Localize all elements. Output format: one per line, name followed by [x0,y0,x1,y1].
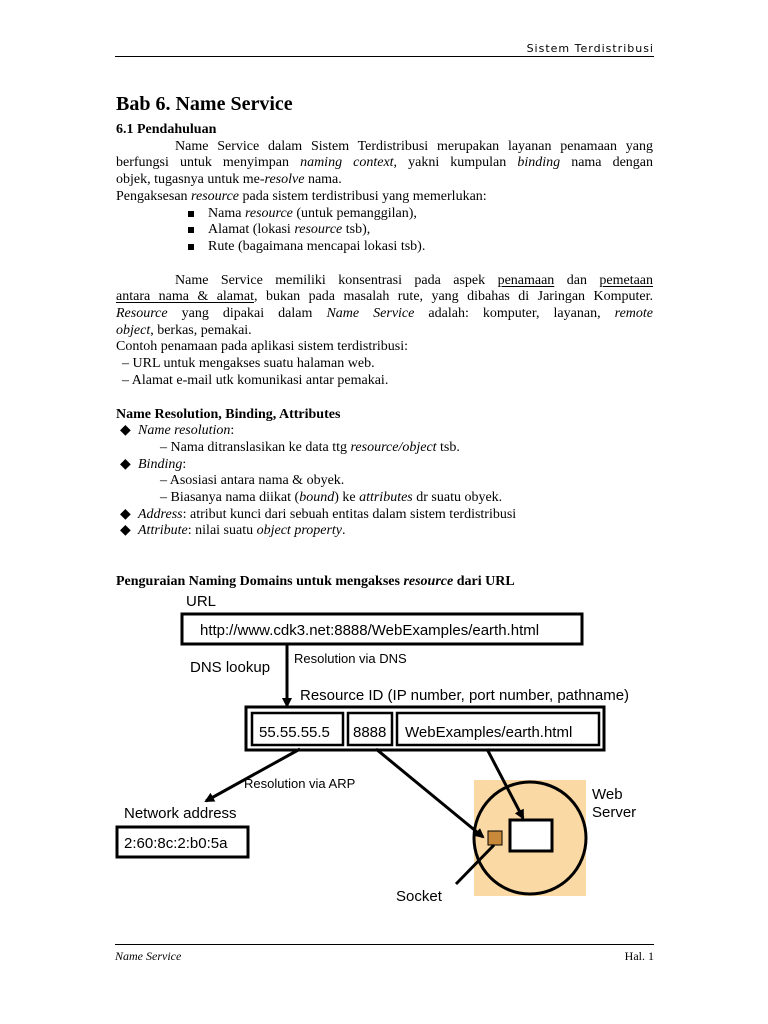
paragraph-line: objek, tugasnya untuk me-resolve nama. [116,172,342,188]
web-server-label-1: Web [592,786,623,803]
arp-arrow [206,749,300,801]
socket-square [488,831,502,845]
running-title: Sistem Terdistribusi [526,42,654,55]
resource-id-label: Resource ID (IP number, port number, pathname) [300,687,630,704]
paragraph-line: antara nama & alamat, bukan pada masalah rute, yang dibahas di Jaringan Komputer. [116,289,653,305]
ip-value: 55.55.55.5 [259,724,330,741]
diamond-bullet-icon: ◆ [120,423,131,439]
list-subitem: – Biasanya nama diikat (bound) ke attributes dr suatu obyek. [160,490,503,506]
section-heading-2: Name Resolution, Binding, Attributes [116,406,341,422]
diamond-bullet-icon: ◆ [120,456,131,472]
list-item: ◆ Name resolution: [120,423,235,439]
list-item: Alamat (lokasi resource tsb), [116,222,653,239]
diamond-bullet-icon: ◆ [120,523,131,539]
list-item: ◆ Attribute: nilai suatu object property. [120,523,346,539]
paragraph-line: berfungsi untuk menyimpan naming context, yakni kumpulan binding nama dengan [116,155,653,171]
mac-value: 2:60:8c:2:b0:5a [124,835,228,852]
port-to-socket-arrow [376,749,483,837]
page-footer [115,944,654,963]
list-subitem: – Asosiasi antara nama & obyek. [160,473,345,489]
section-heading-1: 6.1 Pendahuluan [116,122,217,137]
port-value: 8888 [353,724,387,741]
paragraph-line: Name Service dalam Sistem Terdistribusi merupakan layanan penamaan yang [175,138,653,154]
resolution-dns-label: Resolution via DNS [294,651,407,666]
section-heading-3: Penguraian Naming Domains untuk mengakses resource dari URL [116,574,515,590]
list-item: Rute (bagaimana mencapai lokasi tsb). [116,239,653,256]
web-server-label-2: Server [592,804,637,821]
network-address-label: Network address [124,805,237,822]
paragraph-line: Resource yang dipakai dalam Name Service adalah: komputer, layanan, remote [116,306,653,322]
list-subitem: – Nama ditranslasikan ke data ttg resource/object tsb. [160,439,460,455]
list-item: ◆ Binding: [120,456,187,472]
socket-label: Socket [396,888,442,905]
list-item: Nama resource (untuk pemanggilan), [116,206,653,223]
list-item: – URL untuk mengakses suatu halaman web. [122,356,375,372]
dns-lookup-label: DNS lookup [190,659,271,676]
url-value: http://www.cdk3.net:8888/WebExamples/earth.html [200,622,540,639]
paragraph-line: Contoh penamaan pada aplikasi sistem terdistribusi: [116,339,408,355]
resolution-arp-label: Resolution via ARP [244,776,356,791]
url-label: URL [186,593,217,610]
path-value: WebExamples/earth.html [405,724,573,741]
page-number: Hal. 1 [624,949,654,963]
footer-title: Name Service [115,949,182,963]
paragraph-line: Name Service memiliki konsentrasi pada aspek penamaan dan pemetaan [175,272,654,288]
list-item: ◆ Address: atribut kunci dari sebuah entitas dalam sistem terdistribusi [120,506,517,522]
diamond-bullet-icon: ◆ [120,506,131,522]
chapter-title: Bab 6. Name Service [116,93,293,115]
web-server-page-box [510,820,552,851]
paragraph-line: Pengaksesan resource pada sistem terdistribusi yang memerlukan: [116,188,487,204]
paragraph-line: object, berkas, pemakai. [116,322,252,338]
list-item: – Alamat e-mail utk komunikasi antar pemakai. [122,372,389,388]
